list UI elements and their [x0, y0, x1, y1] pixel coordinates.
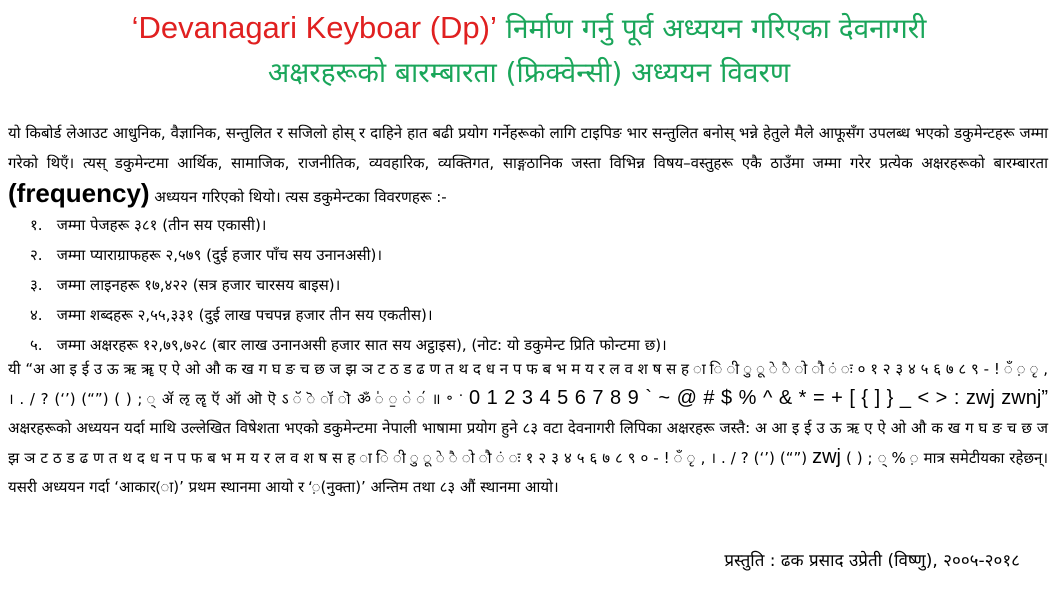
- stats-list: [30, 210, 1040, 360]
- character-summary-text: अक्षरहरूको अध्ययन यर्दा माथि उल्लेखित विषेशता भएको डकुमेन्टमा नेपाली भाषामा प्रयोग हुने ८३ वटा देवनागरी लिपिका अक्षरहरू जस्तै: अ आ इ ई उ ऊ ऋ ए ऐ ओ औ क ख ग घ ङ च छ ज झ ञ ट ठ ड ढ ण त थ द ध न प फ ब भ म य र ल व श ष स ह ा ि ी ु ू े ै ो ौ ं ः १ २ ३ ४ ५ ६ ७ ८ ९ ० - ! ँ ृ , । . / ? (‘’) (“”): [8, 419, 1048, 467]
- list-item-text: जम्मा अक्षरहरू १२,७९,७२८ (बार लाख उनानअसी हजार सात सय अट्ठाइस), (नोट: यो डकुमेन्ट प्रिति फोन्टमा छ)।: [56, 336, 667, 354]
- list-item-number: ४.: [30, 306, 43, 324]
- character-set-paragraph: [8, 355, 1048, 502]
- document-title: [0, 6, 1058, 95]
- list-item: [30, 240, 1040, 270]
- character-zwj: zwj: [812, 446, 841, 468]
- title-line-1: [0, 6, 1058, 51]
- list-item: [30, 270, 1040, 300]
- title-line-2: अक्षरहरूको बारम्बारता (फ्रिक्वेन्सी) अध्ययन विवरण: [267, 56, 791, 89]
- list-item-number: १.: [30, 216, 43, 234]
- intro-text-after: अध्ययन गरिएको थियो। त्यस डकुमेन्टका विवरणहरू :-: [154, 188, 447, 206]
- list-item-number: ५.: [30, 336, 43, 354]
- title-keyboard-name: ‘Devanagari Keyboar (Dp)’: [131, 10, 497, 45]
- intro-paragraph: [8, 118, 1048, 212]
- list-item-text: जम्मा प्याराग्राफहरू २,५७९ (दुई हजार पाँच सय उनानअसी)।: [56, 246, 383, 264]
- character-list-devanagari: यी “अ आ इ ई उ ऊ ऋ ॠ ए ऐ ओ औ क ख ग घ ङ च छ ज झ ञ ट ठ ड ढ ण त थ द ध न प फ ब भ म य र ल व श ष स ह ा ि ी ु ू े ै ो ौ ं ः ० १ २ ३ ४ ५ ६ ७ ८ ९ - ! ँ ़ ृ , । . / ? (‘’) (“”) ( ) ; ् ॲ ऌ ॡ ऍ ऑ ऒ ऎ ऽ ॅ ॆ ॉ ॊ ॐ ॑ ॒ ॓ ॔ ॥ ॰ ॱ: [8, 360, 1048, 408]
- character-list-latin: 0 1 2 3 4 5 6 7 8 9 ` ~ @ # $ % ^ & * = + [ { ] } _ < > : zwj zwnj”: [468, 387, 1048, 409]
- list-item-text: जम्मा लाइनहरू १७,४२२ (सत्र हजार चारसय बाइस)।: [56, 276, 341, 294]
- title-green-line-1: निर्माण गर्नु पूर्व अध्ययन गरिएका देवनागरी: [505, 12, 927, 45]
- list-item: [30, 300, 1040, 330]
- author-signature: प्रस्तुति : ढक प्रसाद उप्रेती (विष्णु), २००५-२०१८: [724, 551, 1020, 571]
- character-conclusion-text: ( ) ; ् % ़ मात्र समेटीयका रहेछन्। यसरी अध्ययन गर्दा ‘आकार(ा)’ प्रथम स्थानमा आयो र ‘़(नुक्ता)’ अन्तिम तथा ८३ औं स्थानमा आयो।: [8, 449, 1048, 496]
- intro-frequency-word: (frequency): [8, 178, 150, 208]
- list-item-text: जम्मा पेजहरू ३८१ (तीन सय एकासी)।: [56, 216, 267, 234]
- list-item-number: ३.: [30, 276, 43, 294]
- list-item: [30, 210, 1040, 240]
- list-item-number: २.: [30, 246, 43, 264]
- list-item-text: जम्मा शब्दहरू २,५५,३३१ (दुई लाख पचपन्न हजार तीन सय एकतीस)।: [56, 306, 433, 324]
- intro-text-before: यो किबोर्ड लेआउट आधुनिक, वैज्ञानिक, सन्तुलित र सजिलो होस् र दाहिने हात बढी प्रयोग गर्नेहरूको लागि टाइपिङ भार सन्तुलित बनोस् भन्ने हेतुले मैले आफूसँग उपलब्ध भएको डकुमेन्टहरू जम्मा गरेको थिएँ। त्यस् डकुमेन्टमा आर्थिक, सामाजिक, राजनीतिक, व्यवहारिक, व्यक्तिगत, साङ्गठानिक जस्ता विभिन्न विषय–वस्तुहरू एकै ठाउँमा जम्मा गरेर प्रत्येक अक्षरहरूको बारम्बारता: [8, 124, 1048, 172]
